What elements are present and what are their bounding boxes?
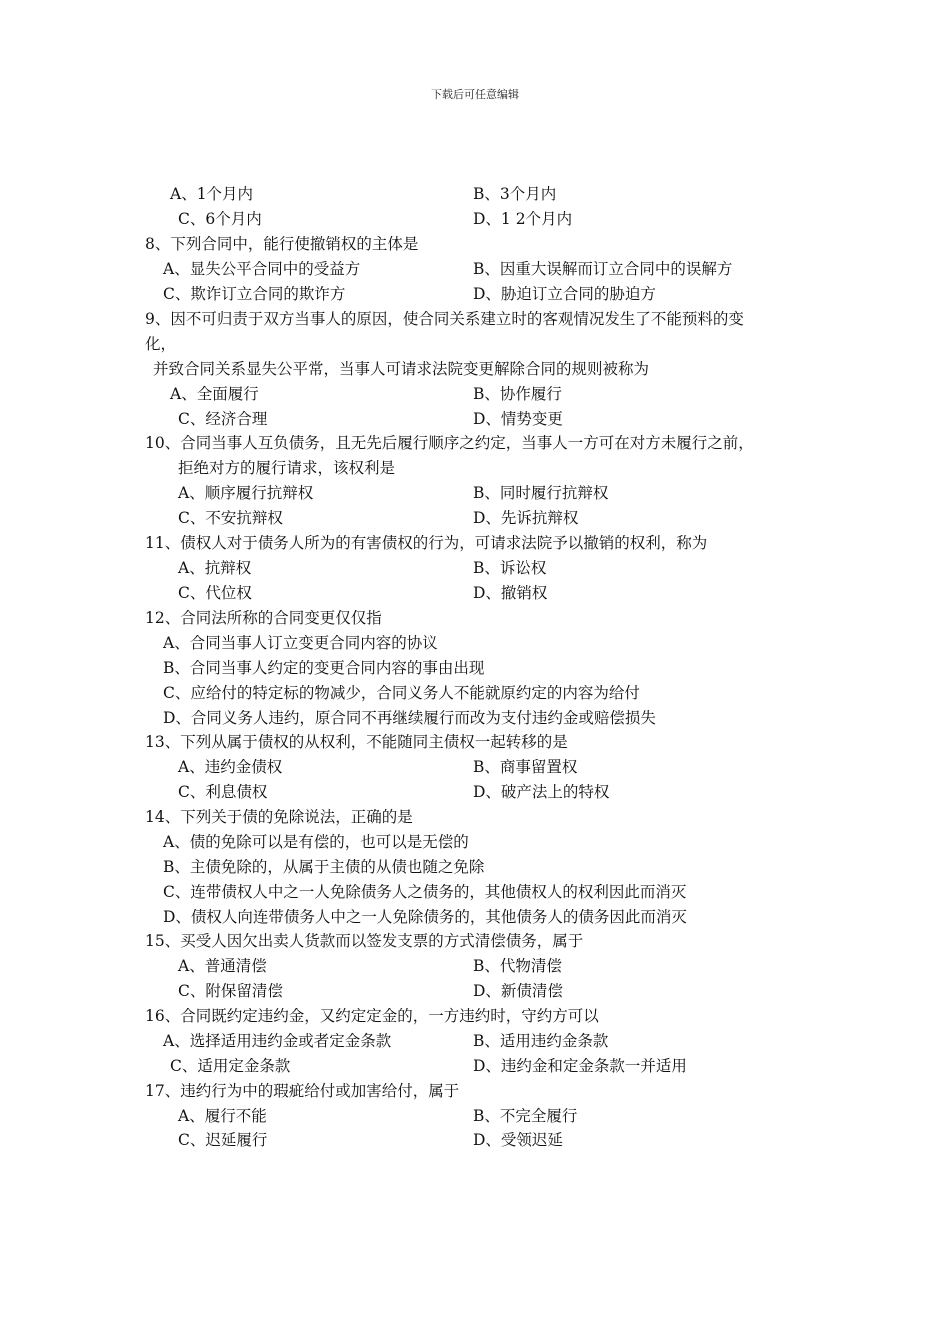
option-b: B、3个月内 [473,185,557,203]
options-row [0,282,950,307]
options-row [0,1104,950,1129]
question-text: 化， [145,335,177,353]
option-d: D、受领迟延 [473,1131,563,1149]
option-c: C、欺诈订立合同的欺诈方 [163,285,346,303]
option-a: A、违约金债权 [178,758,283,776]
options-row [0,481,950,506]
question-11 [0,531,950,556]
options-row [0,780,950,805]
option-b: B、诉讼权 [473,559,547,577]
option-row [0,706,950,731]
option-row [0,631,950,656]
question-text: 12、合同法所称的合同变更仅仅指 [145,609,382,627]
question-text: 17、违约行为中的瑕疵给付或加害给付，属于 [145,1082,460,1100]
option-b: B、因重大误解而订立合同中的误解方 [473,260,733,278]
options-row [0,954,950,979]
option-row [0,880,950,905]
options-row [0,1128,950,1153]
question-text: 并致合同关系显失公平常，当事人可请求法院变更解除合同的规则被称为 [153,360,650,378]
option-a: A、合同当事人订立变更合同内容的协议 [163,634,438,652]
option-a: A、履行不能 [178,1107,267,1125]
question-10-cont [0,456,950,481]
option-b: B、商事留置权 [473,758,578,776]
options-row [0,979,950,1004]
options-row [0,581,950,606]
question-text: 10、合同当事人互负债务，且无先后履行顺序之约定，当事人一方可在对方未履行之前， [145,434,754,452]
options-row [0,407,950,432]
option-d: D、胁迫订立合同的胁迫方 [473,285,656,303]
option-a: A、普通清偿 [178,957,267,975]
option-d: D、先诉抗辩权 [473,509,579,527]
option-b: B、合同当事人约定的变更合同内容的事由出现 [163,659,485,677]
question-text: 15、买受人因欠出卖人货款而以签发支票的方式清偿债务，属于 [145,932,584,950]
question-12 [0,606,950,631]
option-d: D、新债清偿 [473,982,563,1000]
question-text: 13、下列从属于债权的从权利，不能随同主债权一起转移的是 [145,733,568,751]
options-row [0,506,950,531]
options-row [0,207,950,232]
question-16 [0,1004,950,1029]
question-9-cont [0,332,950,357]
option-c: C、利息债权 [178,783,268,801]
question-14 [0,805,950,830]
option-a: A、顺序履行抗辩权 [178,484,314,502]
option-a: A、抗辩权 [178,559,252,577]
question-9-cont [0,357,950,382]
option-d: D、破产法上的特权 [473,783,610,801]
question-text: 16、合同既约定违约金，又约定定金的，一方违约时，守约方可以 [145,1007,599,1025]
question-8 [0,232,950,257]
options-row [0,182,950,207]
option-c: C、不安抗辩权 [178,509,283,527]
option-a: A、选择适用违约金或者定金条款 [163,1032,392,1050]
page-header: 下载后可任意编辑 [431,88,519,101]
option-b: B、协作履行 [473,385,562,403]
question-13 [0,730,950,755]
options-row [0,755,950,780]
option-row [0,656,950,681]
option-d: D、违约金和定金条款一并适用 [473,1057,687,1075]
option-row [0,905,950,930]
options-row [0,1054,950,1079]
options-row [0,257,950,282]
question-text: 9、因不可归责于双方当事人的原因，使合同关系建立时的客观情况发生了不能预料的变 [145,310,744,328]
option-a: A、债的免除可以是有偿的，也可以是无偿的 [163,833,469,851]
option-b: B、同时履行抗辩权 [473,484,609,502]
option-a: A、全面履行 [170,385,259,403]
option-d: D、债权人向连带债务人中之一人免除债务的，其他债务人的债务因此而消灭 [163,908,687,926]
option-b: B、主债免除的，从属于主债的从债也随之免除 [163,858,485,876]
question-text: 11、债权人对于债务人所为的有害债权的行为，可请求法院予以撤销的权利，称为 [145,534,708,552]
option-d: D、情势变更 [473,410,563,428]
question-10 [0,431,950,456]
option-c: C、连带债权人中之一人免除债务人之债务的，其他债权人的权利因此而消灭 [163,883,687,901]
option-c: C、迟延履行 [178,1131,268,1149]
question-9 [0,307,950,332]
option-d: D、1 2个月内 [473,210,573,228]
options-row [0,556,950,581]
option-row [0,855,950,880]
option-b: B、不完全履行 [473,1107,578,1125]
option-a: A、1个月内 [170,185,254,203]
options-row [0,382,950,407]
option-c: C、附保留清偿 [178,982,283,1000]
option-c: C、应给付的特定标的物减少，合同义务人不能就原约定的内容为给付 [163,684,640,702]
question-text: 8、下列合同中，能行使撤销权的主体是 [145,235,419,253]
question-text: 拒绝对方的履行请求，该权利是 [178,459,396,477]
option-b: B、适用违约金条款 [473,1032,609,1050]
option-c: C、代位权 [178,584,252,602]
question-15 [0,929,950,954]
option-row [0,830,950,855]
option-c: C、经济合理 [178,410,268,428]
options-row [0,1029,950,1054]
question-text: 14、下列关于债的免除说法，正确的是 [145,808,413,826]
option-a: A、显失公平合同中的受益方 [163,260,361,278]
option-row [0,681,950,706]
option-d: D、撤销权 [473,584,548,602]
option-c: C、6个月内 [178,210,262,228]
option-d: D、合同义务人违约，原合同不再继续履行而改为支付违约金或赔偿损失 [163,709,656,727]
option-c: C、适用定金条款 [170,1057,291,1075]
option-b: B、代物清偿 [473,957,562,975]
question-17 [0,1079,950,1104]
